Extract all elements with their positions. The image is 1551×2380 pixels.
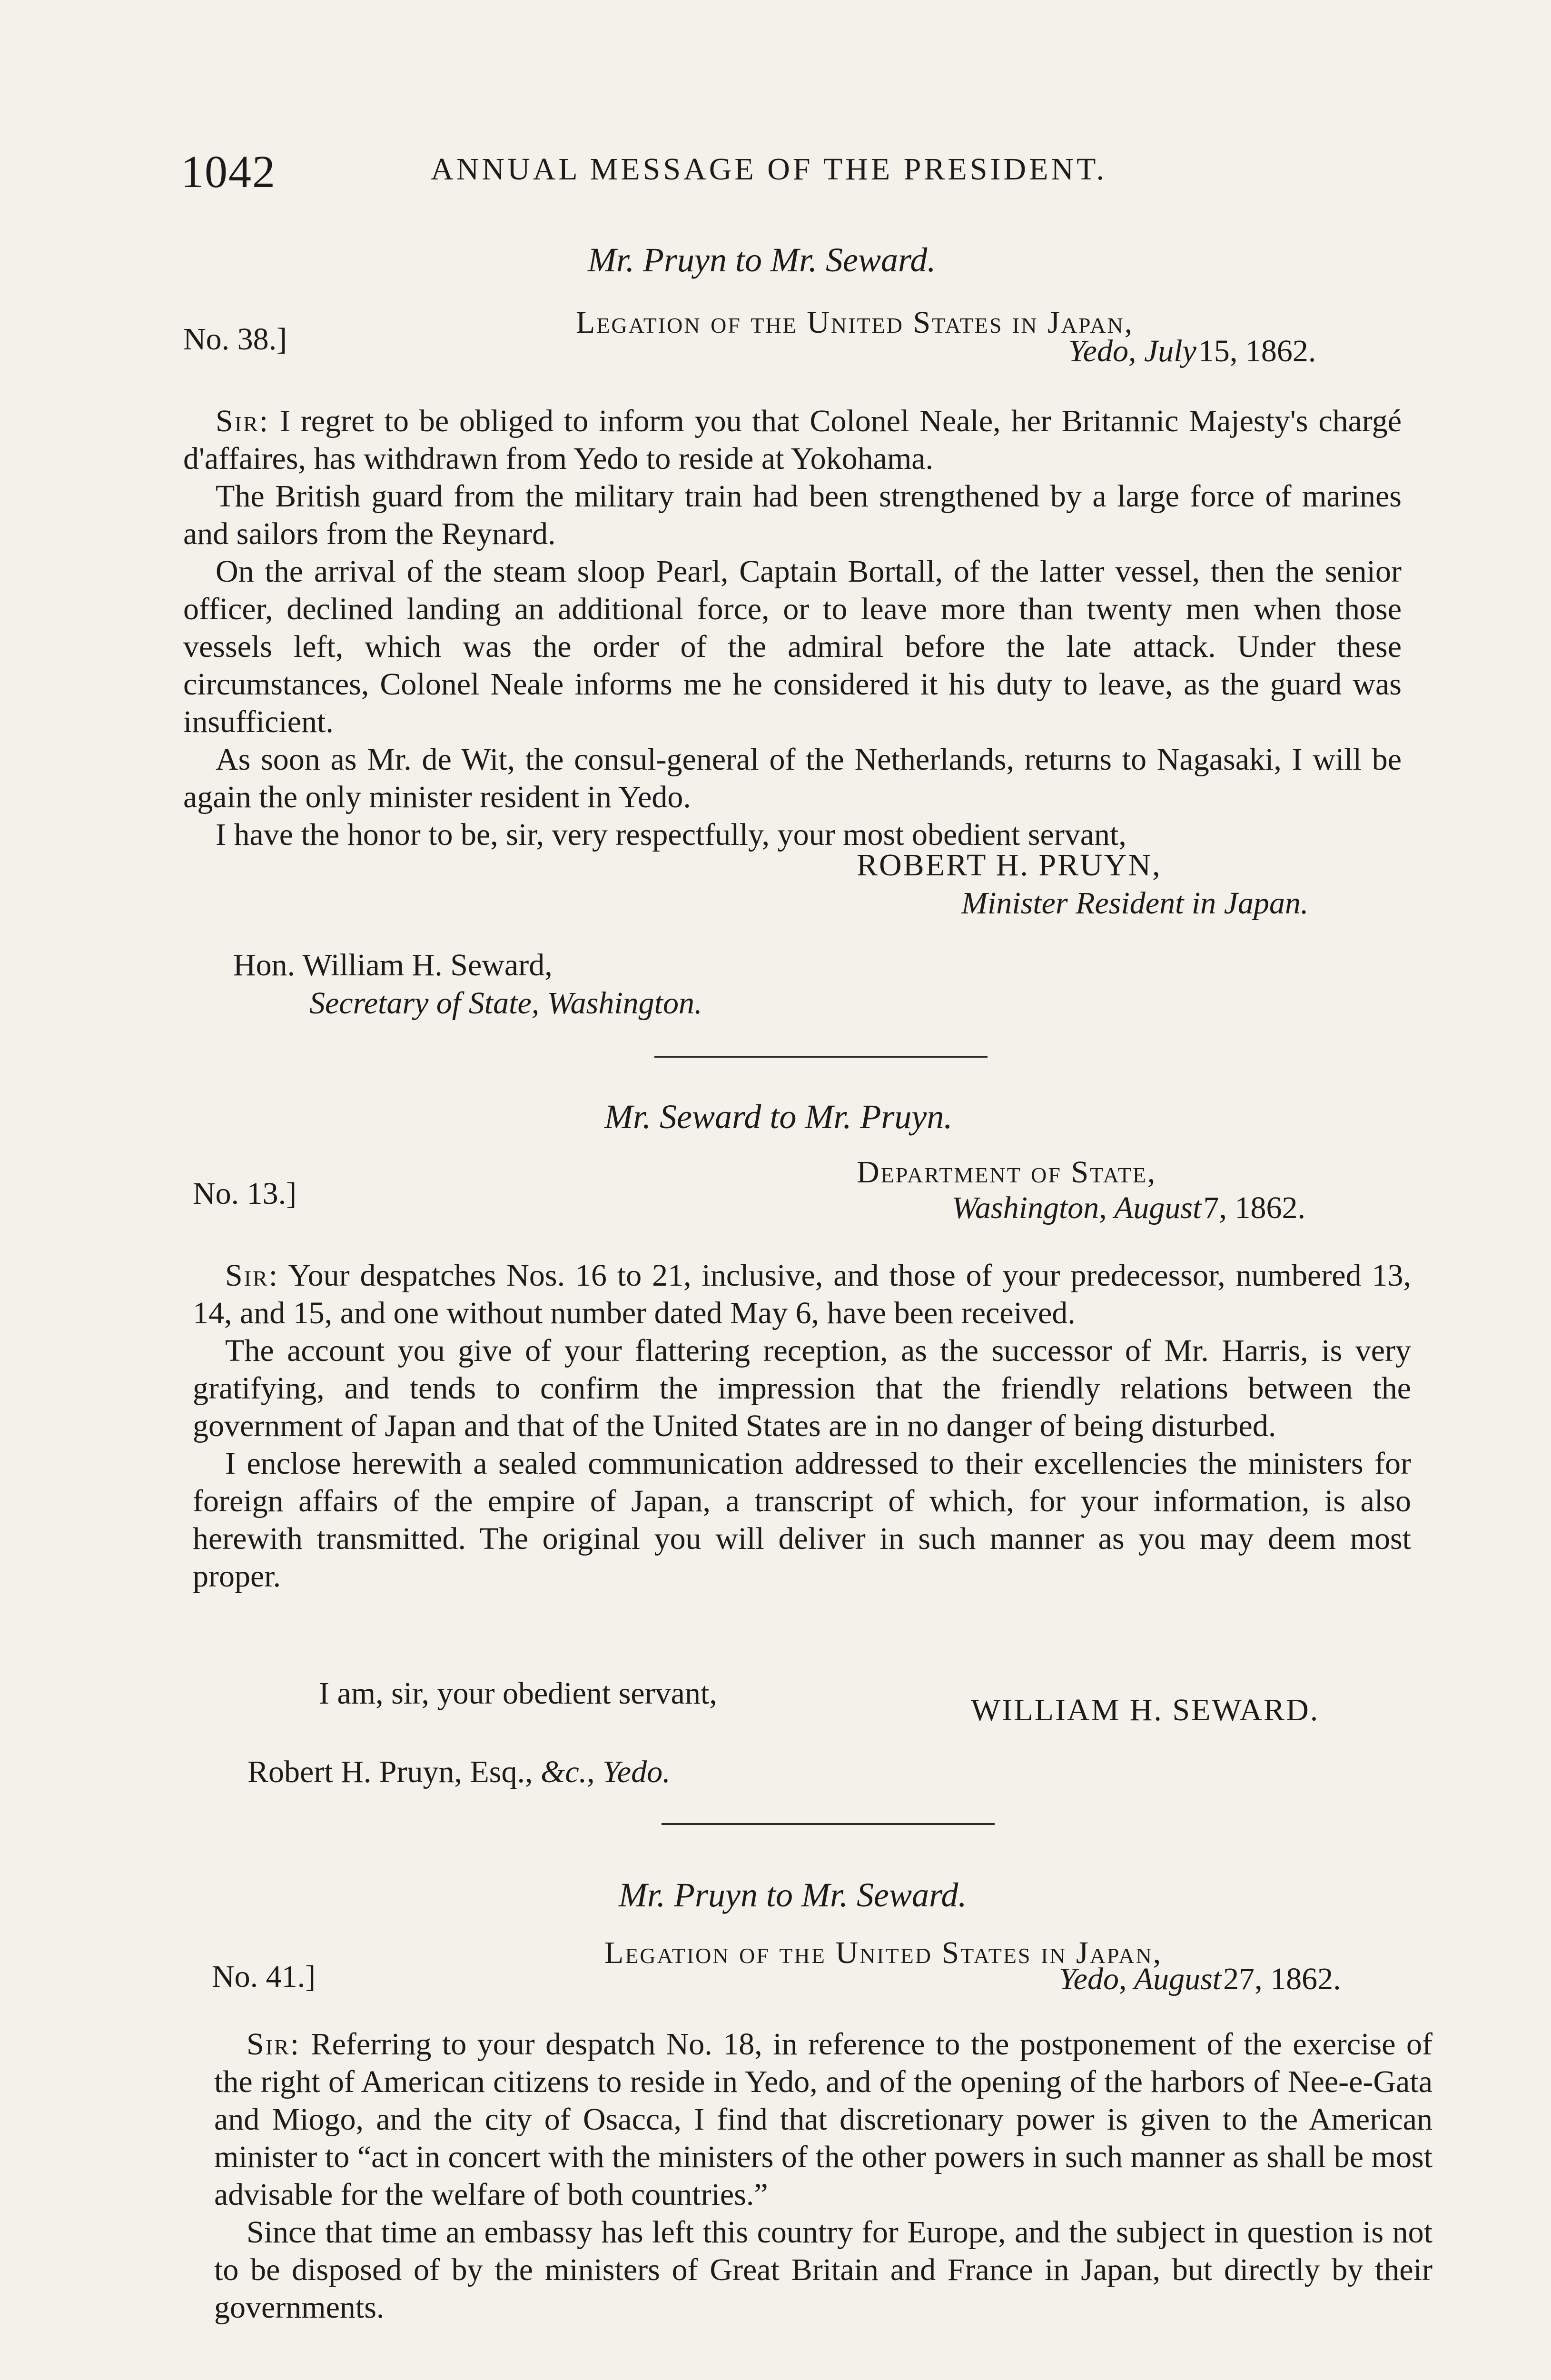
letter-number: No. 13.] — [193, 1176, 297, 1211]
running-title: ANNUAL MESSAGE OF THE PRESIDENT. — [431, 152, 1107, 187]
divider — [654, 1056, 988, 1058]
letter-number: No. 41.] — [212, 1959, 316, 1994]
paragraph: Since that time an embassy has left this country for Europe, and the subject in question is not to be disposed of by the ministers of Great Britain and France in Japan, but directly by their governments. — [214, 2215, 1432, 2325]
paragraph: Sir: Your despatches Nos. 16 to 21, inclusive, and those of your predecessor, numbered 13, 14, and 15, and one without number dated May 6, have been received. — [193, 1258, 1411, 1330]
paragraph: The British guard from the military train had been strengthened by a large force of marines and sailors from the Reynard. — [183, 479, 1402, 551]
sir-word: Sir: — [216, 404, 270, 438]
paragraph: Sir: I regret to be obliged to inform you that Colonel Neale, her Britannic Majesty's chargé d'affaires, has withdrawn from Yedo to reside at Yokohama. — [183, 404, 1402, 476]
letter-heading: Mr. Pruyn to Mr. Seward. — [619, 1876, 967, 1914]
page-number: 1042 — [181, 146, 276, 197]
letter-date — [1059, 1961, 1341, 1997]
letter-body — [183, 402, 1402, 853]
letter-heading: Mr. Seward to Mr. Pruyn. — [604, 1098, 953, 1136]
letter-body — [193, 1257, 1411, 1595]
divider — [662, 1823, 995, 1825]
addressee-title: Secretary of State, Washington. — [309, 986, 702, 1021]
paragraph: On the arrival of the steam sloop Pearl, Captain Bortall, of the latter vessel, then the senior officer, declined landing an additional force, or to leave more than twenty men when those vessels left, which was the order of the admiral before the late attack. Under these circumstances, Colonel Neale informs me he considered it his duty to leave, as the guard was insufficient. — [183, 554, 1402, 739]
date-place: Yedo, August — [1059, 1962, 1222, 1996]
sir-word: Sir: — [247, 2027, 301, 2062]
signature-title: Minister Resident in Japan. — [961, 886, 1309, 921]
paragraph: The account you give of your flattering reception, as the successor of Mr. Harris, is very gratifying, and tends to confirm the impression that the friendly relations between the government of Japan and that of the United States are in no danger of being disturbed. — [193, 1333, 1411, 1443]
date-rest: 15, 1862. — [1198, 334, 1316, 368]
addressee-name: Hon. William H. Seward, — [233, 948, 553, 982]
paragraph: I have the honor to be, sir, very respectfully, your most obedient servant, — [216, 817, 1126, 852]
paragraph: As soon as Mr. de Wit, the consul-general of the Netherlands, returns to Nagasaki, I will be again the only minister resident in Yedo. — [183, 742, 1402, 814]
signature: WILLIAM H. SEWARD. — [971, 1693, 1320, 1727]
date-place: Washington, August — [952, 1190, 1202, 1225]
letter-office: Department of State, — [857, 1155, 1157, 1190]
sir-word: Sir: — [225, 1258, 279, 1293]
letter-office: Legation of the United States in Japan, — [604, 1935, 1163, 1970]
addressee-name: Robert H. Pruyn, Esq., &c., Yedo. — [247, 1755, 671, 1789]
date-rest: 7, 1862. — [1203, 1190, 1305, 1225]
letter-number: No. 38.] — [183, 322, 287, 357]
paragraph: Sir: Referring to your despatch No. 18, in reference to the postponement of the exercise of the right of American citizens to reside in Yedo, and of the opening of the harbors of Nee-e-Gata and Miogo, and the city of Osacca, I find that discretionary power is given to the American minister to “act in concert with the ministers of the other powers in such manner as shall be most advisable for the welfare of both countries.” — [214, 2027, 1432, 2212]
letter-body — [214, 2025, 1432, 2326]
letter-heading: Mr. Pruyn to Mr. Seward. — [588, 241, 936, 279]
date-place: Yedo, July — [1068, 334, 1196, 368]
letter-office: Legation of the United States in Japan, — [576, 305, 1134, 340]
paragraph: I enclose herewith a sealed communication addressed to their excellencies the ministers for foreign affairs of the empire of Japan, a transcript of which, for your information, is also herewith transmitted. The original you will deliver in such manner as you may deem most proper. — [193, 1446, 1411, 1594]
letter-date — [1068, 333, 1316, 369]
closing: I am, sir, your obedient servant, — [319, 1676, 717, 1711]
letter-date — [952, 1190, 1305, 1226]
signature: ROBERT H. PRUYN, — [857, 848, 1162, 883]
date-rest: 27, 1862. — [1223, 1962, 1341, 1996]
